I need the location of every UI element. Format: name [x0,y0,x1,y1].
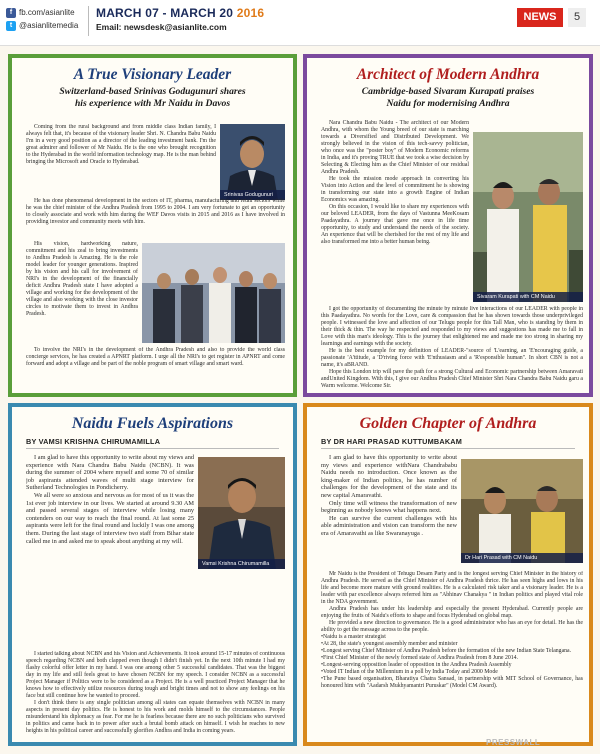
article-aspirations [8,403,297,746]
article-body [321,306,583,392]
paragraph: He took the mission mode approach in converting his Vision into Action and the level of commitment he is showing in transforming our state into a growth Engine of Indian Economics was amazing. [321,176,469,203]
article-body [321,571,583,743]
photo-caption: Sivaram Kurapati with CM Naidu [473,292,583,302]
article-visionary [8,54,297,397]
email-contact: Email: newsdesk@asianlite.com [96,22,227,32]
article-title: A True Visionary Leader [73,66,232,83]
paragraph: I got the opportunity of documenting the minute by minute live interactions of our LEADER with people in this Paadayathra. No words for the Love, care & compassion that he has shown towards those underprivileged people. I witnessed the love and affection of our Telugu people for this Tall Man, who is standing by them in their thick & thin. The way he respected and responded to my views and suggestions has made me to fall in Love with this man's ideology. This is the journey that enlightened me and made me too strong in sharing my learnings and earnings with the society. [321,306,583,347]
article-body [321,454,457,568]
article-body [26,241,138,345]
portrait-photo [220,124,285,200]
article-body [26,124,216,196]
article-golden [303,403,593,746]
issue-year: 2016 [236,6,265,20]
paragraph: He has done phenomenal development in the sectors of IT, pharma, manufacturing and retail sectors while he was the chief minister of the Andhra Pradesh from 1995 to 2004. I am very fortunate to get an opportunity to closely associate and work with him during the WEF Davos visits in 2015 and 2016 as I have involved in providing investor and community meets with him. [26,198,285,225]
photo-caption: Srinivas Godugunuri [220,190,285,200]
group-photo-illustration [461,459,583,563]
paragraph: We all were so anxious and nervous as for most of us it was the 1st ever job interview in our lives. We started at around 9.30 AM and passed several stages of interview while losing many contenders on our way to reach the final round. At last some 25 aspirants were left for the final round and luckily I was one among them. During the last stage of interview two staff from Bihar state called me in and asked me to speak about anything at my will. [26,491,194,545]
paragraph: I started talking about NCBN and his Vision and Achievements. It took around 15-17 minutes of continuous speech regarding NCBN and both clapped even though I didn't finish yet. In the next 10th minute I had my flashy colorful offer letter in my hand. I was one among other 5 successful candidates. That was the biggest day in my life and still feels great to have chosen NCBN for my speech. I consider NCBN as a successful Project Manager if Politics were to be considered as a Project. He is a well practiced Project Manager that he knows how to effectively utilize resources during tough and bright times and not to show any feelings on his face but still continue how he wanted to proceed. [26,651,285,699]
article-subtitle-line2: Naidu for modernising Andhra [386,98,510,109]
article-body [26,651,285,743]
photo-caption: Dr Hari Prasad with CM Naidu [461,553,583,563]
portrait-illustration [220,124,285,200]
paragraph: To involve the NRI's in the development of the Andhra Pradesh and also to provide the world class concierge services, he has created a APNRT platform. I urge all the NRI's to get register in APNRT and come forward and adopt a village and be part of the noble program of smart village and smart ward. [26,347,285,367]
article-body [26,454,194,650]
watermark: PRESSWALL [486,738,541,747]
portrait-photo [198,457,285,569]
article-title: Naidu Fuels Aspirations [71,415,234,432]
byline: BY VAMSI KRISHNA CHIRUMAMILLA [26,437,161,446]
article-body [321,120,469,304]
bullet-item: •At 28, the state's youngest assembly member and minister [321,641,458,647]
masthead [0,0,600,46]
article-title: Golden Chapter of Andhra [359,415,537,432]
paragraph: On this occasion, I would like to share my experiences with our beloved LEADER, from the days of Vastunna MeeKosam Paadayathra. A journey that gave me once in life time opportunity, to study and understand the needs of the society. An experience that will be cherished for the rest of my life and also transformed me into a better human being. [321,204,469,245]
bullet-item: •Longest serving Chief Minister of Andhra Pradesh before the formation of the new Indian State Telangana. [321,648,572,654]
byline-rule [26,448,279,449]
bullet-item: •The Pune based organisation, Bharatiya Chatra Sansad, in partnership with MIT School of Governance, has honoured him with "Aadarsh Mukhyamantri Puruskar" (Model CM Award). [321,676,583,689]
byline-rule [321,448,575,449]
article-body [26,347,285,391]
page-number: 5 [568,8,586,27]
paragraph: Only time will witness the transformation of new beginning as nobody knows what happens next. [321,499,457,515]
section-badge: NEWS [517,8,563,27]
paragraph: I am glad to have this opportunity to write about my views and experience withNara Chandrababu Naidu needs no introduction. Once known as the king-maker of Indian politics, he has number of challenges for the development of the state and its new capital Amaravathi. [321,454,457,499]
article-architect [303,54,593,397]
facebook-icon: f [6,8,16,18]
group-photo-illustration [142,243,285,343]
social-links [6,6,78,32]
paragraph: He provided a new direction to governance. He is a good administrator who has an eye for detail. He has the ability to get the message across to the people. [321,620,583,633]
header-divider [88,6,89,36]
byline: BY DR HARI PRASAD KUTTUMBAKAM [321,437,463,446]
paragraph: He is the best example for my definition of LEADER-"source of 'L'earning, an 'E'ncouraging guide, a passionate 'A'ttitude, a 'D'riving force with 'E'nthusiasm and a 'R'esponsible human". In short CBN is not a name, it's aBRAND. [321,348,583,368]
group-photo [473,132,583,302]
group-photo-illustration [473,132,583,302]
paragraph: Nara Chandra Babu Naidu - The architect of our Modern Andhra, with whom the Young breed of our state is marching towards a Diversified and Distributed Development. We strongly believed in the vision of this tech-savvy politician, who once was the "poster boy" of Modern Economic reforms in India, and it's proving TRUE that we took a wise decision by Selecting & Electing him as the Chief Minister of our residual Andhra Pradesh. [321,120,469,175]
article-subtitle-line1: Cambridge-based Sivaram Kurapati praises [361,86,535,97]
bullet-item: •Voted IT Indian of the Millennium in a poll by India Today and 2000 Mode [321,669,498,675]
group-photo [142,243,285,343]
article-title: Architect of Modern Andhra [356,66,540,83]
paragraph: Andhra Pradesh has under his leadership and especially the present Hyderabad. Currently people are enjoying the fruits of Naidu's efforts to shape and focus Hyderabad on global map. [321,606,583,619]
date-range: MARCH 07 - MARCH 20 [96,6,234,20]
issue-dates [96,6,264,32]
twitter-handle[interactable]: @asianlitemedia [19,21,79,30]
paragraph: Hope this London trip will pave the path for a strong Cultural and Economic partnership between Amaravati andUnited Kingdom. With this, I give our Andhra Pradesh Chief Minister Shri Nara Chandra Babu Naidu garu a Warm welcome. Welcome Sir. [321,369,583,389]
bullet-item: •Longest-serving opposition leader of opposition in the Andhra Pradesh Assembly [321,662,512,668]
paragraph: Mr Naidu is the President of Tehugu Desam Party and is the longest serving Chief Minister in the history of Andhra Pradesh. He served as the Chief Minister of Andhra Pradesh thrice. He has seen highs and lows in his life and become more mature with ground realities. He is a calculated risk taker and a visionary leader. He is a leader with par excellence always referred him as "Abhinav Chanakya " in Indian politics and played vital role in the NDA government. [321,571,583,605]
article-body [26,198,285,240]
paragraph: He can survive the current challenges with his able administration and vision can transform the new era of Amaravathi as like Swaranayuga . [321,514,457,537]
portrait-illustration [198,457,285,569]
bullet-item: •Naidu is a master strategist [321,634,386,640]
article-subtitle-line1: Switzerland-based Srinivas Godugunuri shares [59,86,246,97]
twitter-icon: t [6,21,16,31]
photo-caption: Vamsi Krishna Chirumamilla [198,559,285,569]
paragraph: I am glad to have this opportunity to write about my views and experience with Nara Chandra Babu Naidu (NCBN). It was during the summer of 2004 where myself and some 70 of similar job aspirants attended waves of multi stage interview for Sutherland Technologies in Pondicherry. [26,454,194,492]
facebook-handle[interactable]: fb.com/asianlite [19,8,75,17]
paragraph: His vision, hardworking nature, commitment and his zeal to bring investments to Andhra Pradesh is Amazing. He is the role model leader for younger generations. Inspired by his vision and his call for involvement of NRI's in the development of the financially deficit Andhra Pradesh state I have adopted a village and working for the development of the village and also working with the close investor circles to motivate them to invest in Andhra Pradesh. [26,241,138,317]
article-subtitle-line2: his experience with Mr Naidu in Davos [74,98,231,109]
paragraph: Coming from the rural background and from middle class Indian family, I always felt that, it's because of the visionary leader Shri. N. Chandra Babu Naidu I'm in a very good position as a director of the leading investment bank. I'm the great admirer and follower of Mr Naidu. He is the one who brought recognition to the Hyderabad in the world information technology map. He is the man behind bringing the Microsoft and Oracle to Hyderabad. [26,124,216,165]
bullet-item: •First Chief Minister of the newly formed state of Andhra Pradesh from 8 June 2014. [321,655,518,661]
paragraph: I don't think there is any single politician among all states can equate themselves with NCBN in many aspects in present day politics. He is honest to his work and molds himself to the circumstances. People misunderstand his diplomacy as fear. For me he is fearless because there are no such politicians who survived in politics and came back in to power after such a brutal bomb attack on himself. I wish he reaches to new heights in his political career and successfully glorifies Andhra and India in coming years. [26,700,285,734]
group-photo [461,459,583,563]
